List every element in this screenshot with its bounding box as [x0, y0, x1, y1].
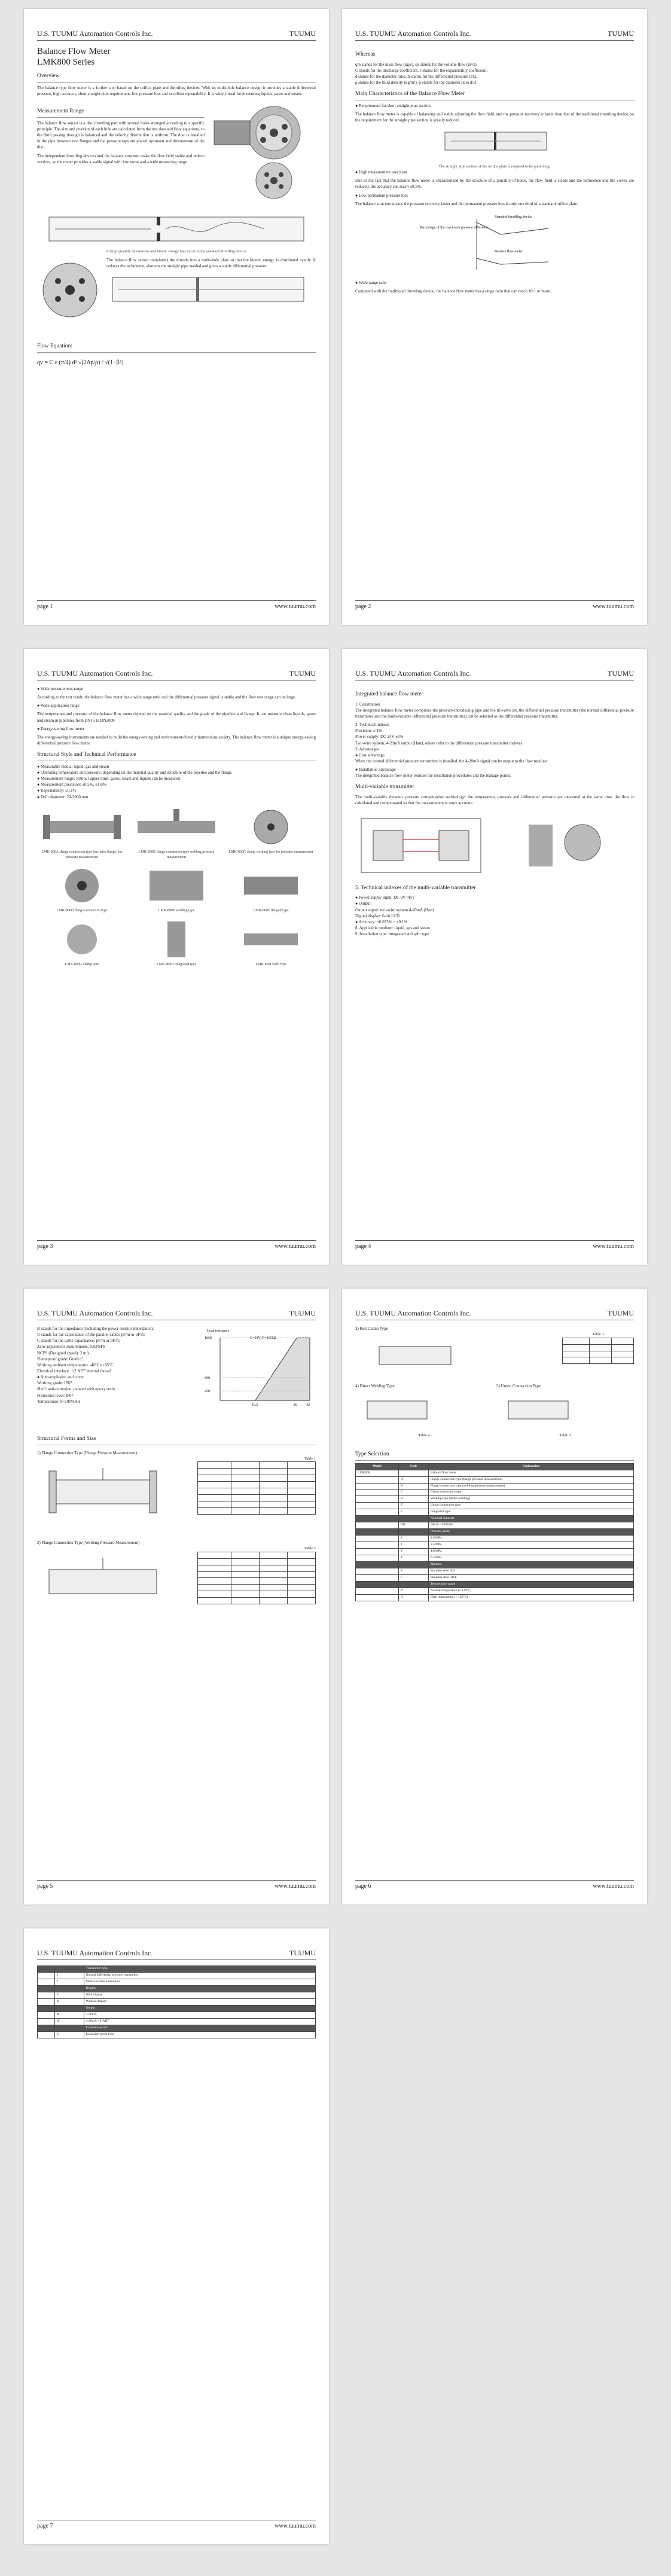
- page-4: [342, 649, 647, 1265]
- footer-url: www.tuumu.com: [274, 603, 316, 610]
- multivariable-text: The multi-variable dynamic pressure compensation technology: the temperature, pressure and differential pressure are measured at the same time, the flow is calculated and compensated so that the measurement is more accurate.: [355, 795, 634, 806]
- product-card: [132, 865, 221, 914]
- tech-item: Output signal: two-wire system 4-20mA (Hart): [355, 907, 434, 912]
- page-number: page 7: [37, 2523, 53, 2529]
- tech-item: 8. Applicable medium: liquid, gas and steam: [355, 925, 430, 930]
- feature-item: The temperature and pressure of the balance flow meter depend on the material quality and the grade of the pipeline and flange. It can measure clean liquids, gases and steam in pipelines from DN15 to DN2000.: [37, 712, 316, 723]
- page-3: [24, 649, 329, 1265]
- table-row: Pressure grade: [356, 1529, 634, 1536]
- where-line: ρ stands for the fluid density (kg/m³), β stands for the diameter ratio d/D.: [355, 80, 478, 86]
- footer-url: www.tuumu.com: [593, 1883, 634, 1890]
- page-header: [355, 667, 634, 680]
- tech-item: 9. Installation type: integrated and split type: [355, 932, 429, 937]
- vortex-figure: [37, 211, 316, 255]
- table-row: H High temperature (> 120°C): [356, 1594, 634, 1601]
- plate-image: [256, 163, 292, 199]
- page-footer: [355, 600, 634, 612]
- spec-line: B stands for the impedance (including the power resistor impedance);: [37, 1326, 154, 1331]
- page-number: page 6: [355, 1883, 371, 1890]
- doc-subtitle: LMK800 Series: [37, 57, 95, 67]
- flange-sensor-image: [214, 106, 300, 159]
- spec-line: Working ambient temperature: -40°C to 85°C: [37, 1362, 114, 1368]
- dimension-table: [562, 1338, 634, 1365]
- table-row: 3 4.0 MPa: [356, 1549, 634, 1555]
- company-name: U.S. TUUMU Automation Controls Inc.: [37, 1949, 153, 1957]
- char-item: ● Wide range ratio: [355, 280, 387, 285]
- characteristics-heading: Main Characteristics of the Balance Flow Meter: [355, 90, 634, 100]
- flange-type-section: [37, 1450, 316, 1528]
- spec-line: Working grade: IP67: [37, 1381, 72, 1386]
- spec-line: ● Auto-explosion and cover: [37, 1375, 84, 1380]
- spec-line: NCPS (Designed speed): 2 m/s: [37, 1350, 90, 1356]
- table-row: C Clamp connection type: [356, 1490, 634, 1496]
- table-title: Table 1: [304, 1457, 316, 1461]
- union-type: [496, 1383, 634, 1439]
- tech-item: ● Output:: [355, 901, 372, 907]
- product-card: [226, 918, 316, 967]
- multihole-plate-figure: [37, 257, 103, 325]
- page-header: [37, 1946, 316, 1960]
- table-row: Material: [356, 1562, 634, 1568]
- integrated-line: Power supply: DC 24V ±5%: [355, 734, 404, 740]
- range-text-2: The independent throttling devices and the balance structure make the flow field stable and reduce vortices, so the meter provides a stable signal with low noise and a wide measuring range.: [37, 153, 205, 164]
- product-card: [226, 806, 316, 860]
- char-item: Due to the fact that the balance flow meter is characterized by the structure of a plurality of holes, the flow field is stable and the turbulence and the vortex are reduced; the accuracy can reach ±0.5%.: [355, 178, 634, 190]
- table-title: Table 5: [559, 1433, 571, 1438]
- product-card: [132, 806, 221, 860]
- page-footer: [355, 1240, 634, 1252]
- dimension-table: [197, 1461, 316, 1515]
- tech-heading: 5. Technical indexes of the multi-variable transmitter: [355, 884, 476, 891]
- selection-table-continued: [37, 1965, 316, 2038]
- spec-item: ● Measurement range: without upper limit; gases, steam and liquids can be measured: [37, 776, 180, 782]
- product-gallery: [37, 806, 316, 967]
- range-text: The balance flow sensor is a disc throttling part with several holes arranged according to a specific principle. The size and position of each hole are calculated from the test data and flow equations, so the fluid passing through is balanced and the velocity distribution is uniform. The disc is installed in the pipe between two flanges and the pressure taps are placed upstream and downstream of the disc.: [37, 120, 205, 150]
- integrated-line: Two-wire system, 4-20mA output (Hart), others refer to the differential pressure transmitter indexes: [355, 740, 523, 746]
- x-tick-label: 16.5: [251, 1403, 258, 1407]
- char-item: The balance flow meter is capable of balancing and stable adjusting the flow field, and the pressure recovery is faster than that of the traditional throttling device, so the requirement for the straight pipe section is greatly reduced.: [355, 112, 634, 123]
- company-name: U.S. TUUMU Automation Controls Inc.: [355, 1309, 471, 1317]
- flow-equation: qv = C ε (π/4) d² √(2Δp/ρ) / √(1−β⁴): [37, 359, 124, 366]
- flange-drawing: [37, 1456, 193, 1528]
- spec-line: Shell: anti-corrosion, painted with epoxy resin: [37, 1387, 115, 1392]
- figure-caption: A large quantity of vortexes and kinetic energy loss occur in the standard throttling device.: [106, 249, 247, 254]
- product-caption: LMK-800H integrated type: [157, 963, 196, 967]
- clamp-drawing: [355, 1332, 475, 1379]
- spec-line: U stands for the capacitance of the parallel cables pF/m or pF/ft;: [37, 1332, 145, 1338]
- product-card: [226, 865, 316, 914]
- char-item: The balance structure makes the pressure recovery faster and the permanent pressure loss is only one third of a standard orifice plate.: [355, 201, 578, 206]
- page-number: page 2: [355, 603, 371, 610]
- table-row: 1 1.6 MPa: [356, 1536, 634, 1542]
- footer-url: www.tuumu.com: [593, 603, 634, 610]
- section-title: 2) Flange Connection Type (Welding Pressure Measurement): [37, 1540, 140, 1546]
- meter-photo: [493, 813, 624, 878]
- integrated-line: 2. Technical indexes: [355, 722, 390, 728]
- brand-name: TUUMU: [289, 1949, 316, 1957]
- wiring-diagram: [355, 813, 487, 878]
- welding-drawing: [37, 1546, 193, 1617]
- table-row: H 4-20mA + HART: [38, 2018, 316, 2025]
- table-title: Table 3: [592, 1332, 604, 1337]
- table-header: Model: [356, 1463, 399, 1470]
- spec-item: ● Measurement precision: ±0.5%, ±1.0%: [37, 782, 106, 788]
- page-7: [24, 1928, 329, 2544]
- table-row: DN DN15 ~ DN2000: [356, 1522, 634, 1529]
- tech-item: Digital display: 6-bit LCD: [355, 913, 400, 918]
- pressure-loss-figure: [355, 210, 634, 276]
- feature-heading: ● Wide measurement range: [37, 686, 84, 691]
- selection-table: [355, 1463, 634, 1601]
- page-footer: [355, 1880, 634, 1891]
- footer-url: www.tuumu.com: [274, 2523, 316, 2529]
- section-title: 5) Union Connection Type: [496, 1384, 541, 1389]
- feature-text: According to the test result, the balance flow meter has a wide range ratio and the differential pressure signal is stable and the flow rate range can be large.: [37, 695, 296, 700]
- table-row: 4 6.4 MPa: [356, 1555, 634, 1562]
- page-5: [24, 1289, 329, 1904]
- table-row: Explosion-proof: [38, 2025, 316, 2031]
- product-caption: LMK-800C clamp welding type for pressure measurement: [228, 850, 313, 854]
- table-row: 2 2.5 MPa: [356, 1542, 634, 1549]
- table-header: Code: [398, 1463, 428, 1470]
- spec-line: Flameproof grade: Grade C: [37, 1356, 84, 1362]
- spec-line: Protection level: IP67: [37, 1393, 74, 1398]
- table-row: D Welding type (direct welding): [356, 1496, 634, 1503]
- integrated-heading: Integrated balance flow meter: [355, 691, 423, 697]
- spec-line: C stands for the cable capacitance, pF/m or pF/ft;: [37, 1338, 120, 1344]
- footer-url: www.tuumu.com: [274, 1883, 316, 1890]
- company-name: U.S. TUUMU Automation Controls Inc.: [37, 1309, 153, 1317]
- where-heading: Whereas: [355, 51, 376, 57]
- table-row: N Without display: [38, 1998, 316, 2005]
- equation-heading: Flow Equation:: [37, 343, 316, 353]
- sensor-figure: [208, 103, 316, 206]
- integrated-line: When the normal differential pressure transmitter is installed, the 4-20mA signal can be output to the flow totalizer.: [355, 759, 549, 764]
- page-number: page 5: [37, 1883, 53, 1890]
- spec-line: Electrical interface: 1/2 NPT internal thread: [37, 1368, 111, 1374]
- chart-ylabel: Load resistance: [207, 1329, 230, 1333]
- integrated-line: The integrated balance flow meter comprises the pressure-introducing pipe and the tri-valve set, the differential pressure transmitter (the normal differential pressure transmitter and the multi-variable differential pressure transmitter) can be selected as the differential pressure transmitter.: [355, 707, 634, 719]
- product-caption: LMK-800D flange connection type: [56, 909, 108, 913]
- x-tick-label: 42: [306, 1403, 310, 1407]
- product-caption: LMK-800A flange connection type (includes flange) for pressure measurement: [41, 850, 123, 859]
- page-header: [355, 1307, 634, 1320]
- table-row: Y With display: [38, 1992, 316, 1998]
- page-header: [37, 27, 316, 41]
- brand-name: TUUMU: [608, 1309, 634, 1317]
- char-item: ● High measurement precision: [355, 170, 407, 175]
- brand-name: TUUMU: [289, 1309, 316, 1317]
- table-row: E Explosion-proof type: [38, 2031, 316, 2038]
- straight-pipe-figure: [355, 126, 634, 162]
- spec-item: ● Drift diameter: 20-2000 mm: [37, 794, 89, 799]
- table-row: Transmitter type: [38, 1966, 316, 1973]
- page-footer: [37, 600, 316, 612]
- spec-line: Zero-adjustment requirements: 0.02%FS: [37, 1344, 106, 1350]
- footer-url: www.tuumu.com: [593, 1243, 634, 1250]
- brand-name: TUUMU: [608, 669, 634, 677]
- char-item: ● Requirement for short straight pipe section: [355, 103, 431, 109]
- table-row: Display: [38, 1985, 316, 1992]
- integrated-line: Precision: ± 1%: [355, 728, 382, 734]
- where-line: d stands for the diameter ratio, Δ stands for the differential pressure (Pa),: [355, 74, 477, 80]
- feature-item: ● Wide application range: [37, 703, 80, 709]
- overview-heading: Overview: [37, 72, 316, 83]
- table-row: Nominal diameter: [356, 1516, 634, 1522]
- page-number: page 1: [37, 603, 53, 610]
- y-tick-label: 1650: [205, 1336, 212, 1340]
- table-row: Temperature range: [356, 1582, 634, 1588]
- page-2: [342, 9, 647, 625]
- product-card: [132, 918, 221, 967]
- company-name: U.S. TUUMU Automation Controls Inc.: [37, 29, 153, 38]
- integrated-line: The integrated balance flow meter reduces the installation procedures and the leakage points.: [355, 773, 511, 779]
- chart-label: Standard throttling device: [495, 215, 532, 219]
- product-caption: LMK-800E welding type: [158, 909, 195, 913]
- table-row: B Flange connection type (welding pressure measurement): [356, 1483, 634, 1490]
- spec-heading: Structural Style and Technical Performance: [37, 751, 316, 761]
- page-6: [342, 1289, 647, 1904]
- where-line: qm stands for the mass flow (kg/s), qv stands for the volume flow (m³/s),: [355, 62, 478, 67]
- table-1: [197, 1456, 316, 1528]
- table-row: N Normal temperature (≤ 120°C): [356, 1588, 634, 1595]
- table-row: A Flange connection type (flange pressure measurement): [356, 1476, 634, 1483]
- table-row: F Integrated type: [356, 1509, 634, 1516]
- tech-item: ● Power supply input: DC 9V~45V: [355, 895, 415, 901]
- company-name: U.S. TUUMU Automation Controls Inc.: [37, 669, 153, 677]
- company-name: U.S. TUUMU Automation Controls Inc.: [355, 669, 471, 677]
- page-header: [355, 27, 634, 41]
- spec-item: ● Measurable media: liquid, gas and steam: [37, 764, 109, 769]
- company-name: U.S. TUUMU Automation Controls Inc.: [355, 29, 471, 38]
- tech-item: ● Accuracy: ±0.075% ~ ±0.1%: [355, 919, 408, 924]
- page-footer: [37, 1880, 316, 1891]
- integrated-line: 1. Constitution: [355, 701, 380, 707]
- page-1: [24, 9, 329, 625]
- product-caption: LMK-800B flange connection type welding pressure measurement: [138, 850, 215, 859]
- product-card: [37, 865, 127, 914]
- table-row: S Stainless steel 304: [356, 1568, 634, 1575]
- chart-label: Percentage of the maximum pressure difference: [420, 225, 489, 230]
- load-chart: [202, 1326, 316, 1417]
- product-caption: LMK-800I weld type: [255, 963, 286, 967]
- integrated-line: 3. Advantages: [355, 746, 379, 752]
- table-row: Output: [38, 2005, 316, 2012]
- welding-type-section: [37, 1540, 316, 1617]
- integrated-line: ● Installation advantage: [355, 767, 396, 773]
- page-number: page 4: [355, 1243, 371, 1250]
- table-title: Table 4: [418, 1433, 430, 1438]
- table-2: [197, 1546, 316, 1617]
- table-header: Explanation: [428, 1463, 633, 1470]
- page-header: [37, 1307, 316, 1320]
- chart-annotation: U=24V, R=1650Ω: [250, 1336, 277, 1340]
- char-item: Compared with the traditional throttling device, the balance flow meter has a range ratio that can reach 10:1 or more.: [355, 288, 551, 294]
- product-caption: LMK-800G clamp type: [65, 963, 99, 967]
- y-tick-label: 250: [205, 1390, 210, 1394]
- table-title: Table 2: [304, 1546, 316, 1551]
- feature-item: The energy-saving instruments are needed to build the energy-saving and environment-friendly harmonious society. The balance flow meter is a unique energy-saving differential pressure flow meter.: [37, 734, 316, 746]
- overview-text: The balance type flow meter is a further step based on the orifice plate and throttling devices. With its multi-hole balance design it provides a stable differential pressure, high accuracy, short straight pipe requirement, low pressure loss and excellent repeatability. It is widely used for measuring liquids, gases and steam.: [37, 85, 316, 96]
- section-title: 4) Direct Welding Type: [355, 1384, 395, 1389]
- table-row: E Union connection type: [356, 1503, 634, 1509]
- brand-name: TUUMU: [608, 29, 634, 38]
- table-row: M 4-20mA: [38, 2012, 316, 2018]
- section-title: 1) Flange Connection Type (Flange Pressure Measurement): [37, 1450, 137, 1455]
- brand-name: TUUMU: [289, 29, 316, 38]
- spec-item: ● Repeatability: ±0.1%: [37, 788, 77, 793]
- spec-item: ● Operating temperature and pressure: depending on the material quality and structure of the pipeline and the flange: [37, 770, 232, 776]
- wiring-figures: [355, 813, 634, 878]
- range-text-3: The balance flow sensor transforms the throttle into a multi-hole plate so that the kinetic energy is distributed evenly. It reduces the turbulence, shortens the straight pipe needed and gives a stable differential pressure.: [106, 257, 316, 268]
- page-number: page 3: [37, 1243, 53, 1250]
- table-3: [562, 1332, 634, 1379]
- table-row: 1 Normal differential pressure transmitter: [38, 1972, 316, 1979]
- struct-heading: Structural Forms and Size: [37, 1435, 316, 1445]
- page-footer: [37, 2520, 316, 2531]
- integrated-line: ● Cost advantage: [355, 752, 385, 758]
- product-card: [37, 918, 127, 967]
- y-tick-label: 600: [205, 1376, 210, 1380]
- multivariable-heading: Multi-variable transmitter: [355, 784, 414, 790]
- doc-title: Balance Flow Meter: [37, 47, 111, 56]
- x-tick-label: 36: [293, 1403, 297, 1407]
- product-card: [37, 806, 127, 860]
- dimension-table: [197, 1552, 316, 1605]
- chart-label: Balance flow meter: [495, 249, 523, 254]
- page-footer: [37, 1240, 316, 1252]
- table-row: L Stainless steel 316L: [356, 1575, 634, 1582]
- welding-type: [355, 1383, 493, 1439]
- figure-caption: The straight pipe section of the orifice plate is required to be quite long.: [438, 164, 551, 169]
- range-heading: Measurement Range: [37, 108, 205, 118]
- char-item: ● Low permanent pressure loss: [355, 193, 408, 198]
- spec-line: Temperature: 0~100%RH: [37, 1399, 81, 1404]
- selection-heading: Type Selection: [355, 1451, 634, 1461]
- feature-item: ● Energy-saving flow meter: [37, 726, 84, 731]
- balance-flow-figure: [106, 271, 310, 307]
- table-row: 2 Multi-variable transmitter: [38, 1979, 316, 1985]
- brand-name: TUUMU: [289, 669, 316, 677]
- page-header: [37, 667, 316, 680]
- where-line: C stands for the discharge coefficient, ε stands for the expansibility coefficient,: [355, 68, 488, 73]
- section-title: 3) Bed Clamp Type: [355, 1326, 388, 1331]
- product-caption: LMK-800F flanged type: [253, 909, 289, 913]
- footer-url: www.tuumu.com: [274, 1243, 316, 1250]
- table-row: LMK800 Balance flow meter: [356, 1470, 634, 1476]
